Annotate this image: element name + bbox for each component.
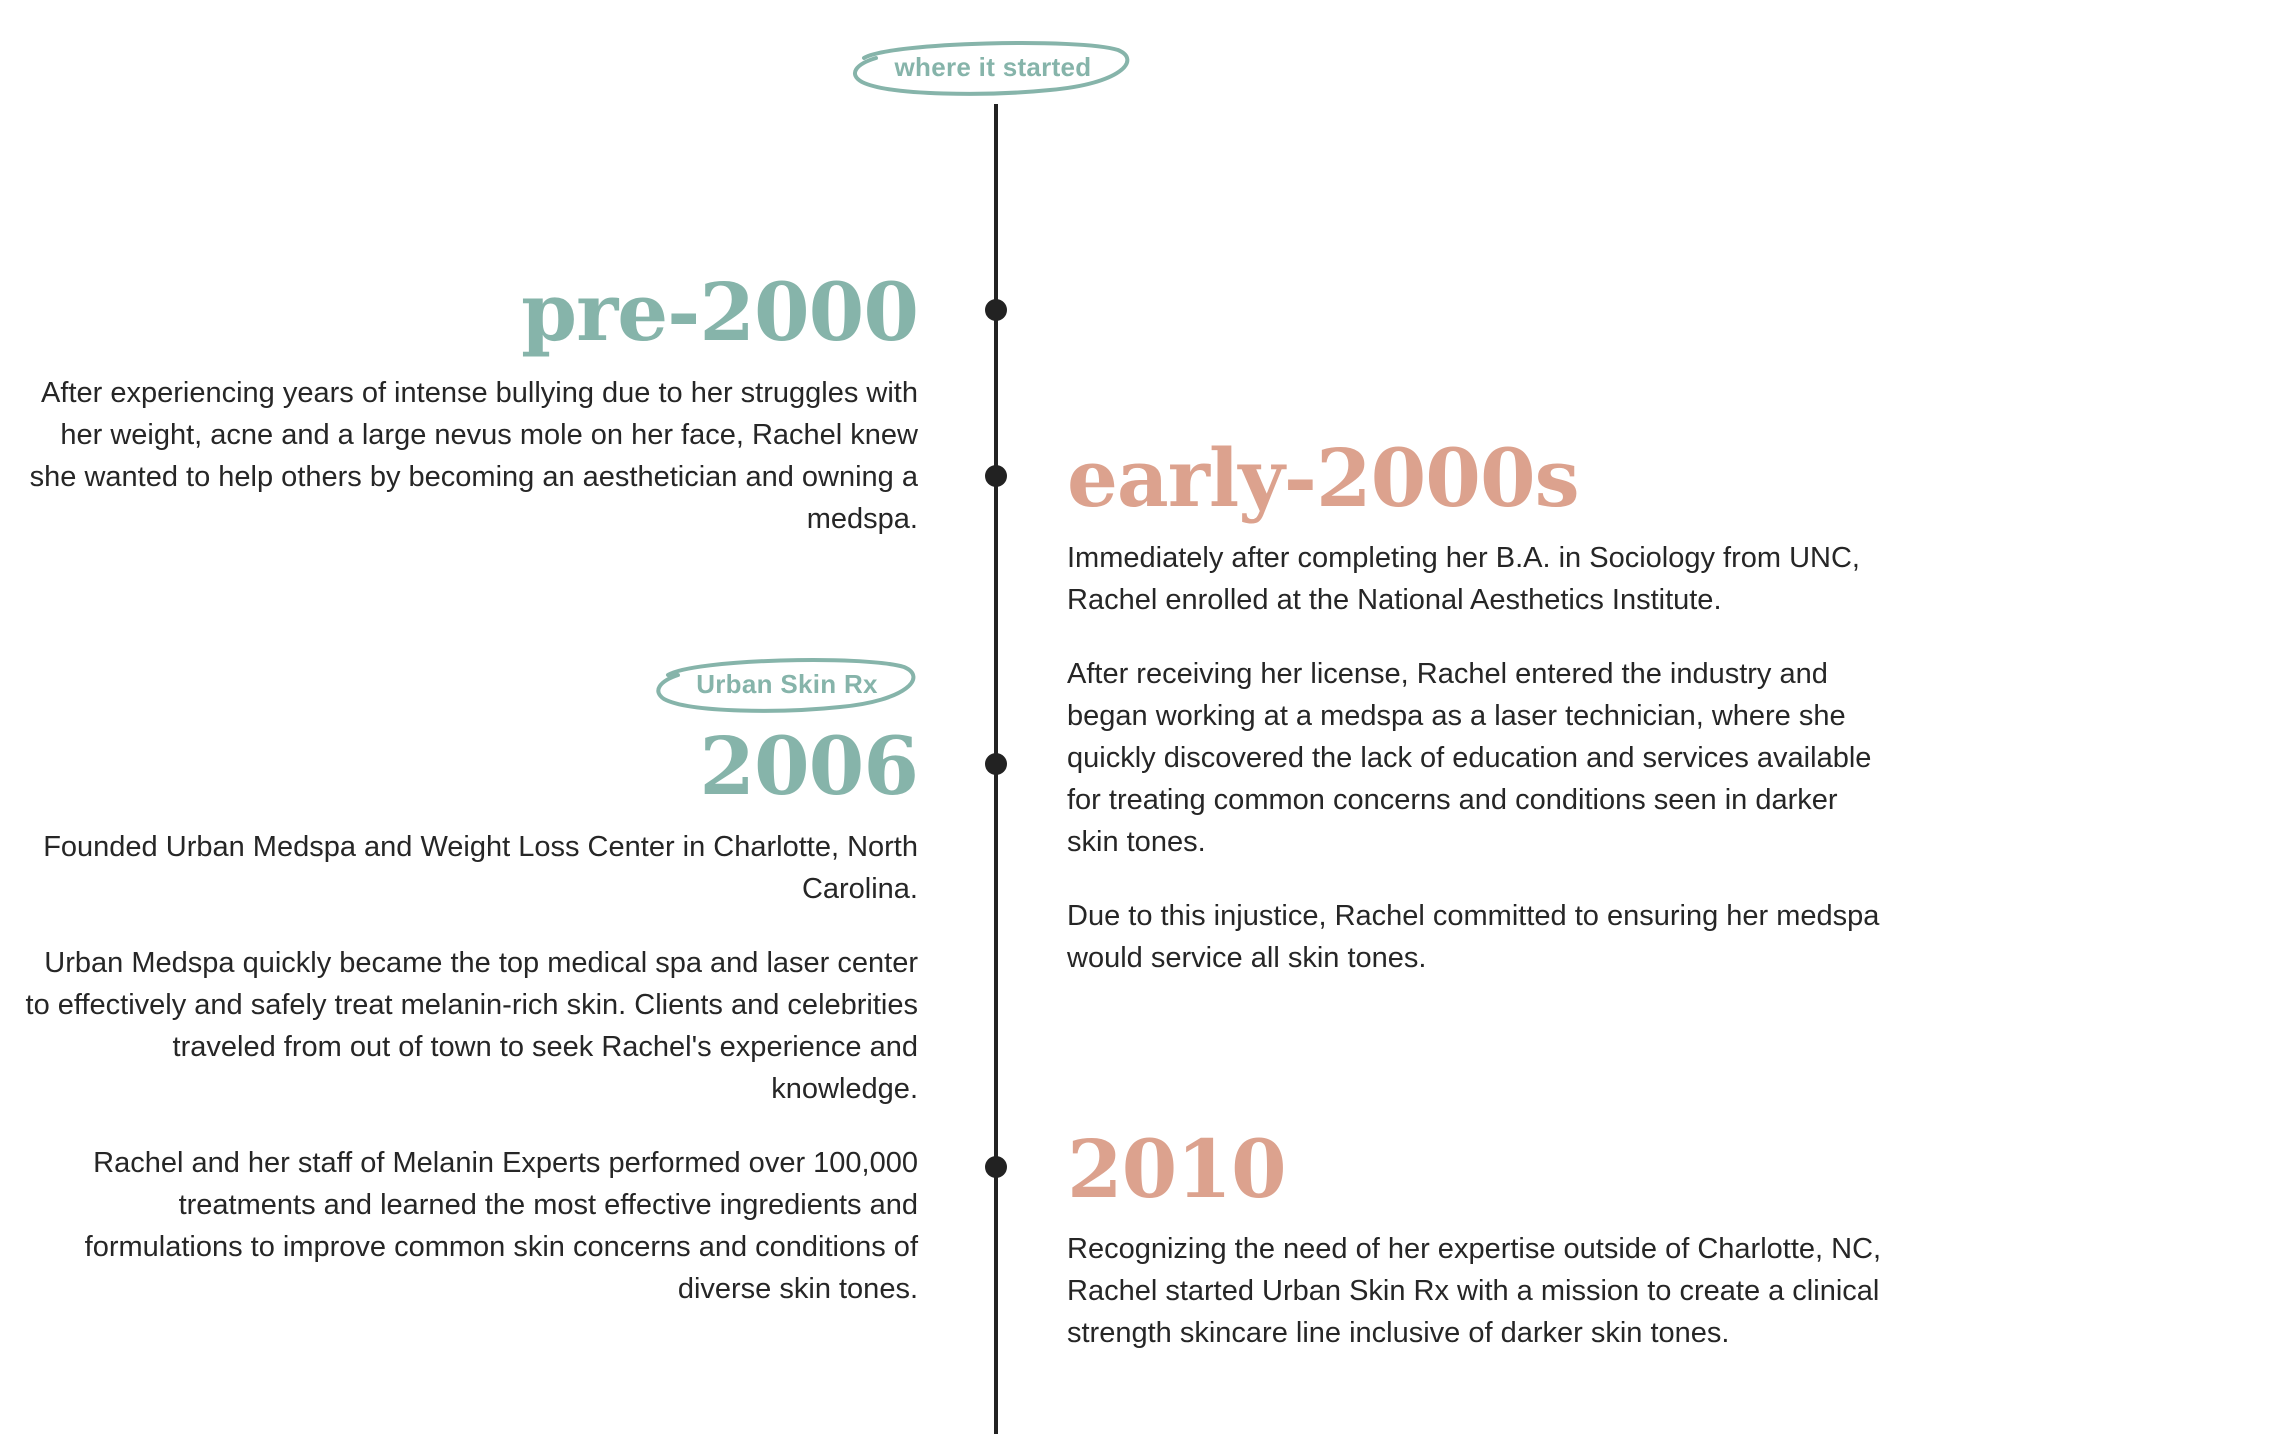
timeline-dot-2006 bbox=[985, 753, 1007, 775]
entry-paragraph: Immediately after completing her B.A. in Sociology from UNC, Rachel enrolled at the National Aesthetics Institute. bbox=[1067, 542, 1860, 616]
entry-paragraph: After experiencing years of intense bullying due to her struggles with her weight, acne and a large nevus mole on her face, Rachel knew she wanted to help others by becoming an aesthetician and owning a medspa. bbox=[29, 377, 918, 535]
year-heading-early2000s: early-2000s bbox=[1067, 431, 1579, 525]
entry-paragraph: Rachel and her staff of Melanin Experts performed over 100,000 treatments and learned the most effective ingredients and formulations to improve common skin concerns and conditions of diverse skin tones. bbox=[84, 1147, 918, 1305]
entry-2010-text bbox=[1067, 1228, 1897, 1354]
year-heading-2006: 2006 bbox=[699, 719, 918, 813]
urban-skin-rx-label bbox=[654, 653, 920, 715]
entry-paragraph: Due to this injustice, Rachel committed to ensuring her medspa would service all skin tones. bbox=[1067, 900, 1880, 974]
entry-paragraph: After receiving her license, Rachel entered the industry and began working at a medspa as a laser technician, where she quickly discovered the lack of education and services available for treating common concerns and conditions seen in darker skin tones. bbox=[1067, 658, 1872, 858]
entry-early2000s-text bbox=[1067, 537, 1897, 979]
timeline-dot-2010 bbox=[985, 1156, 1007, 1178]
timeline-dot-early2000s bbox=[985, 465, 1007, 487]
entry-paragraph: Urban Medspa quickly became the top medical spa and laser center to effectively and safely treat melanin-rich skin. Clients and celebrities traveled from out of town to seek Rachel's experience and knowledge. bbox=[25, 947, 918, 1105]
timeline-dot-pre2000 bbox=[985, 299, 1007, 321]
entry-paragraph: Founded Urban Medspa and Weight Loss Center in Charlotte, North Carolina. bbox=[43, 831, 918, 905]
year-heading-2010: 2010 bbox=[1067, 1122, 1286, 1216]
urban-skin-rx-text: Urban Skin Rx bbox=[696, 668, 878, 699]
entry-2006-text bbox=[18, 826, 918, 1310]
where-it-started-label bbox=[850, 36, 1136, 98]
entry-pre2000-text bbox=[18, 372, 918, 540]
year-heading-pre2000: pre-2000 bbox=[521, 265, 918, 359]
where-it-started-text: where it started bbox=[894, 51, 1092, 82]
entry-paragraph: Recognizing the need of her expertise outside of Charlotte, NC, Rachel started Urban Skin Rx with a mission to create a clinical strength skincare line inclusive of darker skin tones. bbox=[1067, 1233, 1882, 1349]
